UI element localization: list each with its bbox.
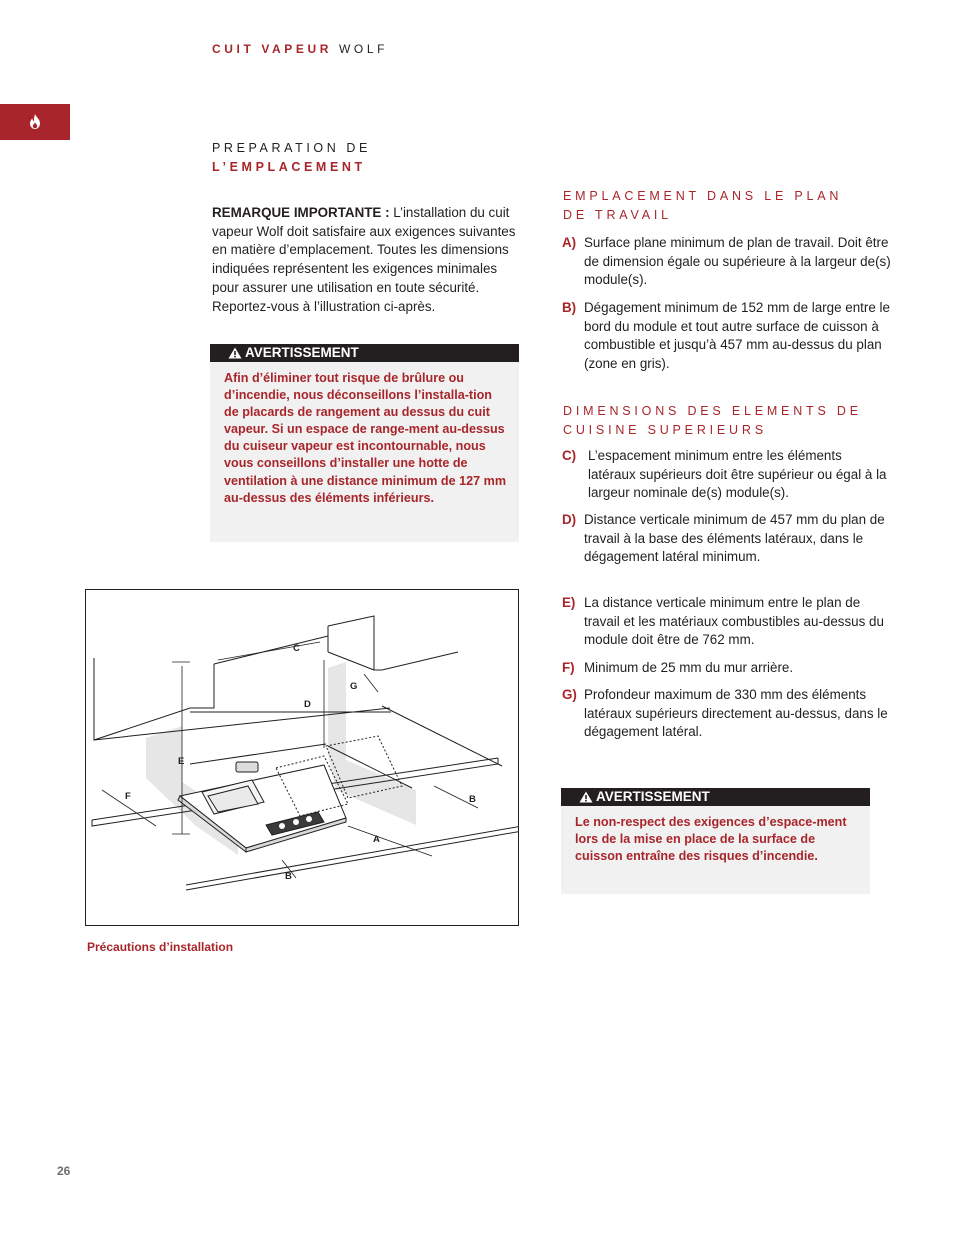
header-brand — [212, 42, 388, 56]
upper-subtitle-line1: DIMENSIONS DES ELEMENTS DE — [563, 404, 862, 418]
dim-a — [348, 826, 432, 856]
left-upper-cabinet — [94, 658, 214, 740]
section-title-line2: L’EMPLACEMENT — [212, 160, 366, 174]
warning-text: Le non-respect des exigences d’espace-ment lors de la mise en place de la surface de cuisson entraîne des risques d’incendie. — [575, 815, 847, 864]
brand-name: WOLF — [339, 42, 389, 56]
label-b-right: B — [469, 794, 476, 805]
diagram-drawing — [86, 590, 518, 925]
label-c: C — [293, 643, 300, 654]
warning-triangle-icon — [579, 791, 593, 803]
warning-header — [210, 344, 519, 362]
intro-lead: REMARQUE IMPORTANTE : — [212, 205, 390, 220]
page-number: 26 — [57, 1164, 71, 1178]
upper-cabinet-edge — [214, 636, 328, 664]
label-b-front: B — [285, 871, 292, 882]
item-key: B) — [562, 300, 577, 315]
list-item-g — [562, 686, 892, 742]
flame-icon — [29, 114, 41, 129]
section-title — [212, 139, 371, 177]
countertop-back — [190, 744, 326, 764]
brand-product: CUIT VAPEUR — [212, 42, 333, 56]
warning-header — [561, 788, 870, 806]
figure-caption: Précautions d’installation — [87, 940, 234, 954]
list-item-b — [562, 299, 892, 374]
list-item-c — [562, 447, 892, 503]
list-item-a — [562, 234, 892, 290]
label-e: E — [178, 756, 185, 767]
label-f: F — [125, 791, 131, 802]
countertop-subtitle — [563, 187, 842, 224]
label-g: G — [350, 681, 358, 692]
warning-box-cabinets — [210, 344, 519, 542]
item-text: Dégagement minimum de 152 mm de large entre le bord du module et tout autre surface de cuisson à combustible et jusqu’à 457 mm au-dessus du plan (zone en gris). — [584, 300, 890, 372]
warning-label: AVERTISSEMENT — [596, 789, 710, 804]
label-d: D — [304, 699, 311, 710]
countertop-subtitle-line2: DE TRAVAIL — [563, 207, 672, 222]
warning-box-spacing — [561, 788, 870, 894]
item-key: C) — [562, 448, 577, 463]
list-item-d — [562, 511, 892, 567]
dim-g — [364, 674, 378, 692]
item-key: D) — [562, 512, 577, 527]
item-key: G) — [562, 687, 577, 702]
side-tab — [0, 104, 70, 140]
item-key: A) — [562, 235, 577, 250]
item-text: L’espacement minimum entre les éléments latéraux supérieurs doit être supérieur ou égal à la largeur nominale de(s) module(s). — [588, 448, 887, 501]
intro-paragraph — [212, 204, 524, 316]
list-item-f — [562, 659, 892, 678]
item-text: Minimum de 25 mm du mur arrière. — [584, 660, 794, 675]
upper-subtitle-line2: CUISINE SUPERIEURS — [563, 422, 767, 437]
warning-text: Afin d’éliminer tout risque de brûlure ou d’incendie, nous déconseillons l’installa-tion de placards de rangement au dessus du cuit vapeur. Si un espace de range-ment au-dessus du cuiseur vapeur est incontournable, nous vous conseillons d’installer une hotte de ventilation à une distance minimum de 127 mm au-dessus des éléments inférieurs. — [224, 371, 507, 505]
countertop-subtitle-line1: EMPLACEMENT DANS LE PLAN — [563, 189, 843, 203]
item-key: F) — [562, 660, 575, 675]
dim-c — [218, 642, 320, 660]
section-title-line1: PREPARATION DE — [212, 141, 371, 155]
label-a: A — [373, 834, 380, 845]
right-clearance-zone — [328, 662, 416, 825]
right-upper-cabinet — [328, 616, 458, 670]
warning-label: AVERTISSEMENT — [245, 345, 359, 360]
item-text: La distance verticale minimum entre le plan de travail et les matériaux combustibles au-dessus du module doit être de 762 mm. — [584, 595, 884, 648]
item-text: Surface plane minimum de plan de travail. Doit être de dimension égale ou supérieure à la largeur de(s) module(s). — [584, 235, 891, 288]
upper-cabinets-subtitle — [563, 402, 862, 439]
list-item-e — [562, 594, 892, 650]
item-key: E) — [562, 595, 576, 610]
warning-triangle-icon — [228, 347, 242, 359]
installation-diagram — [85, 589, 519, 926]
intro-text: L’installation du cuit vapeur Wolf doit satisfaire aux exigences suivantes en matière d’emplacement. Toutes les dimensions indiquées représentent les exigences minimales pour assurer une utilisation en toute sécurité. Reportez-vous à l’illustration ci-après. — [212, 205, 516, 314]
item-text: Distance verticale minimum de 457 mm du plan de travail à la base des éléments latéraux, dans le dégagement latéral minimum. — [584, 512, 885, 565]
item-text: Profondeur maximum de 330 mm des éléments latéraux supérieurs directement au-dessus, dans le dégagement latéral. — [584, 687, 888, 740]
